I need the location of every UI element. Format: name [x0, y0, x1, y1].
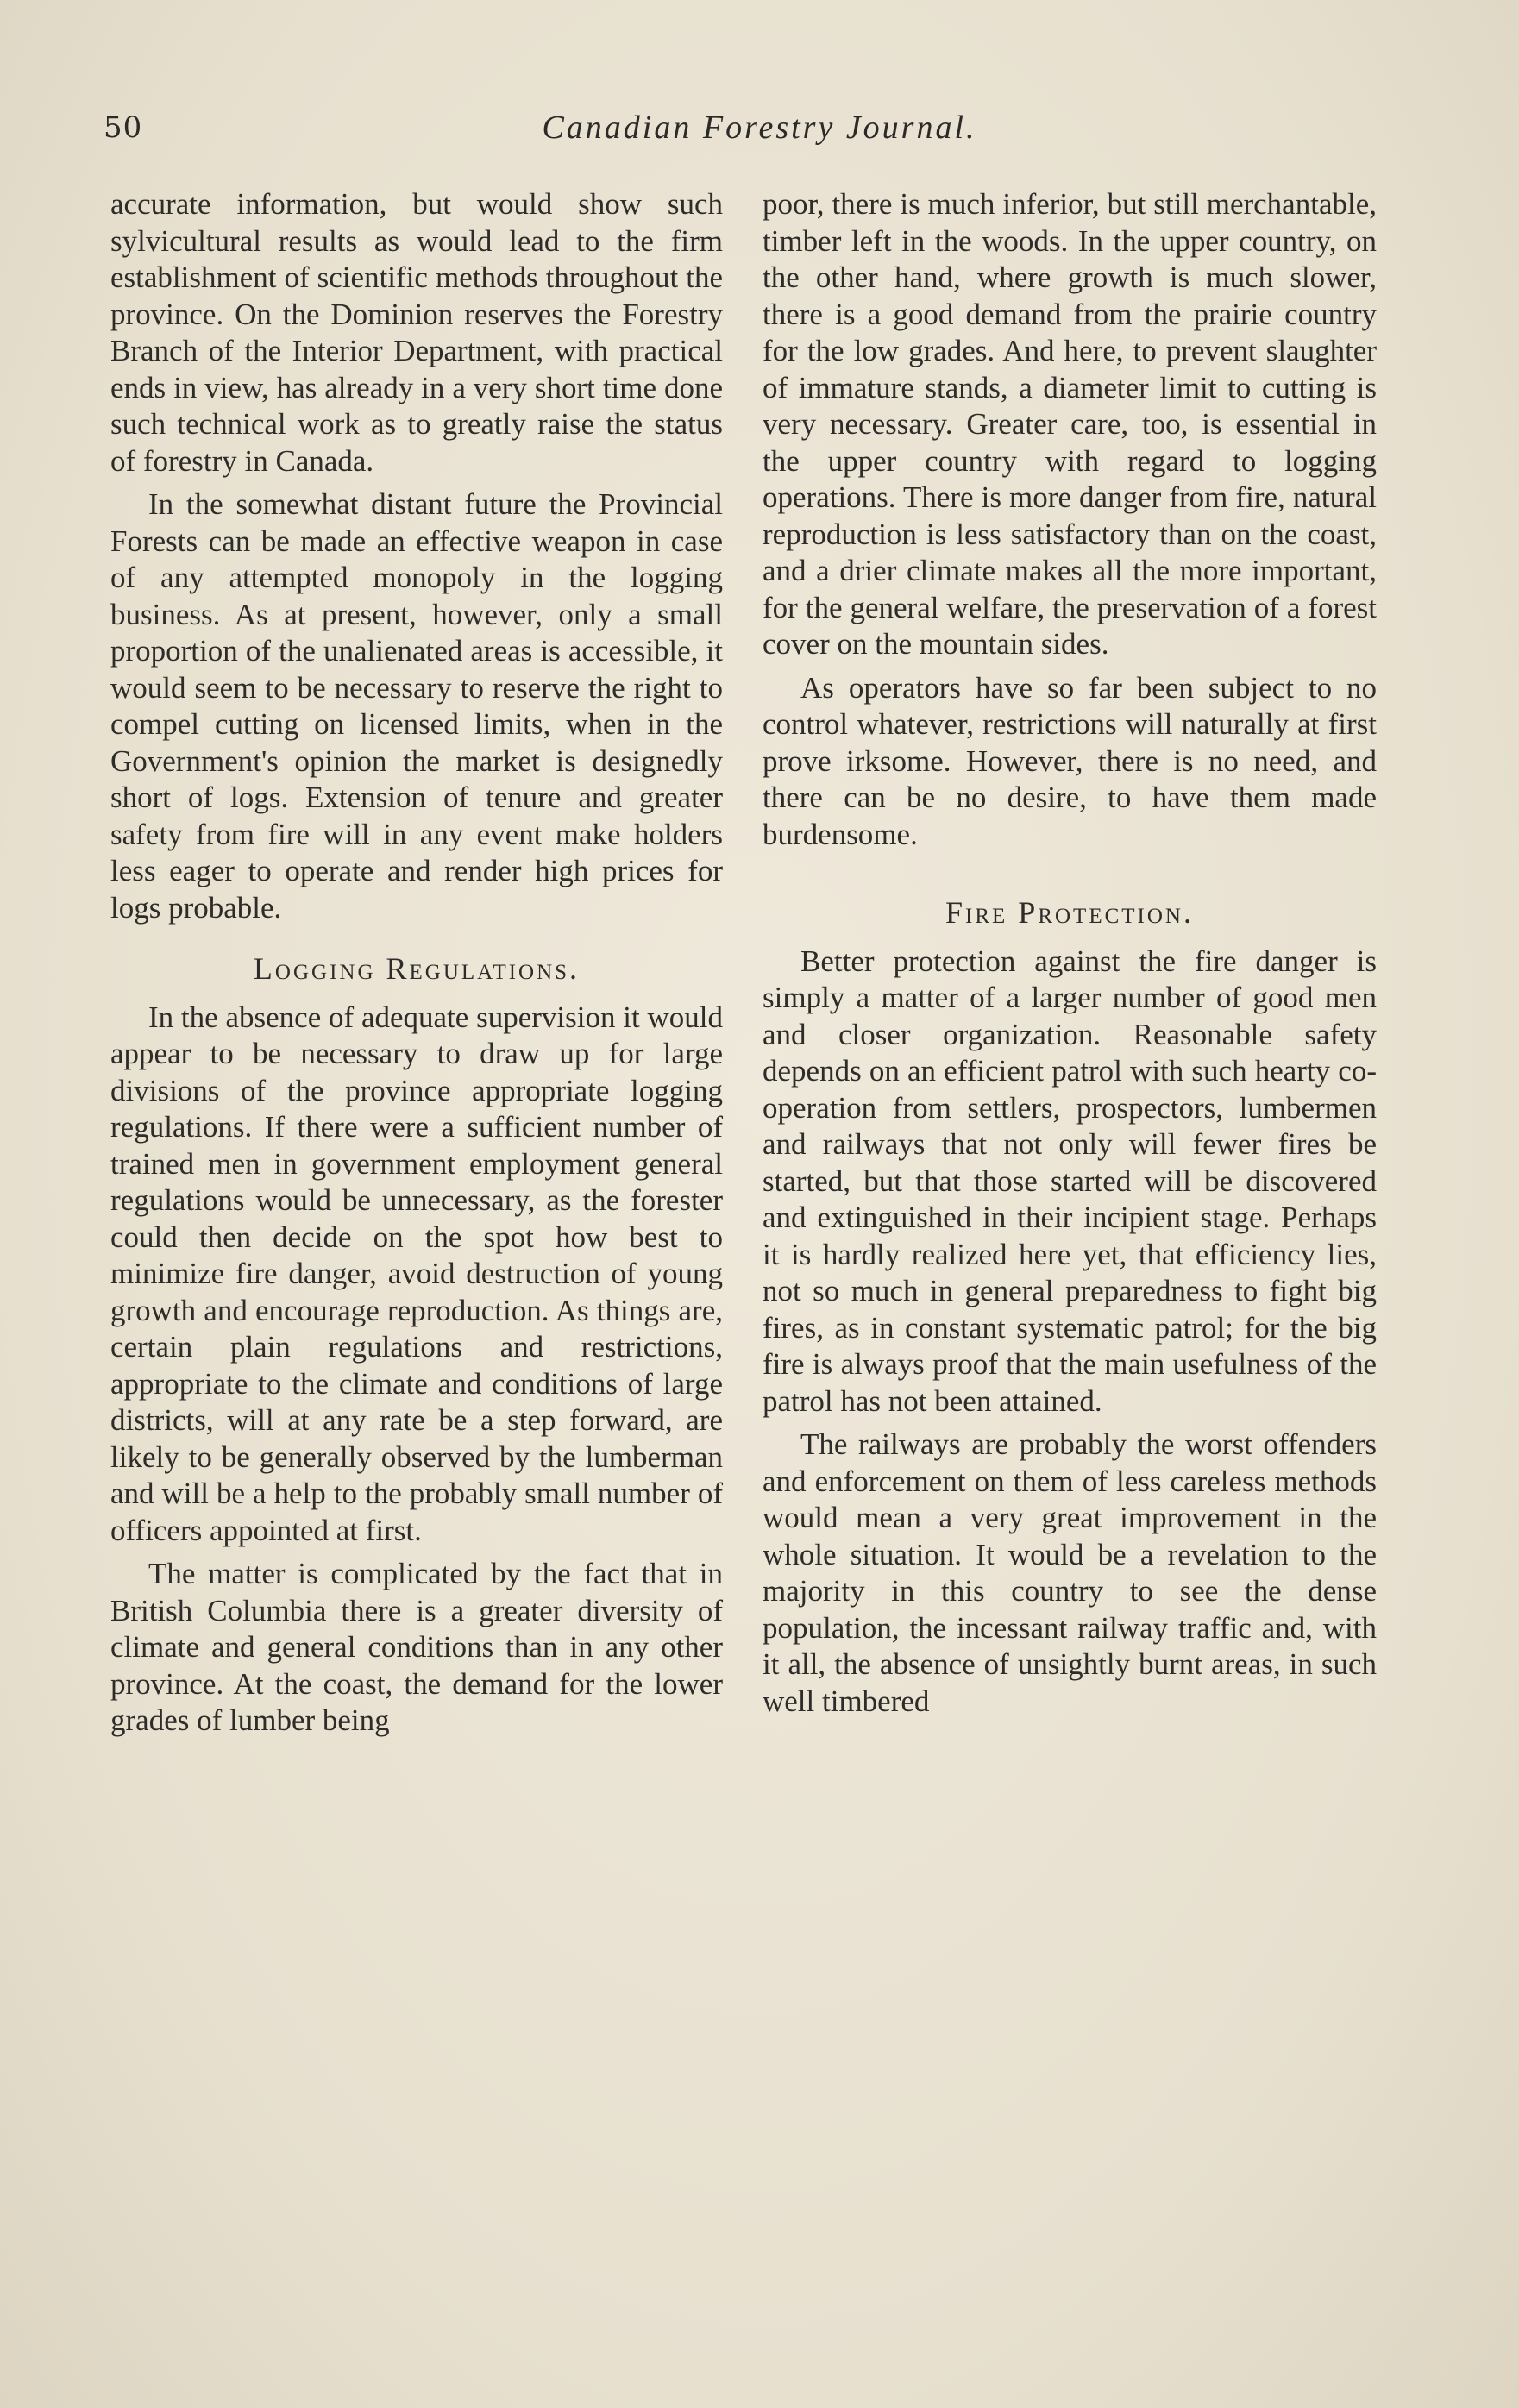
paragraph: Better protection against the fire danger is simply a matter of a larger number of good men and closer organization. Reasonable safety depends on an efficient patrol with such hearty co-operation from settlers, prospectors, lumbermen and railways that not only will fewer fires be started, but that those started will be discovered and extinguished in their incipient stage. Perhaps it is hardly realized here yet, that efficiency lies, not so much in general preparedness to fight big fires, as in constant systematic patrol; for the big fire is always proof that the main usefulness of the patrol has not been attained. — [763, 944, 1377, 1418]
section-heading-logging-regulations: Logging Regulations. — [253, 951, 581, 986]
page-number: 50 — [104, 110, 143, 145]
page-header — [104, 103, 1415, 155]
paragraph: In the absence of adequate supervision it would appear to be necessary to draw up for large divisions of the province appropriate logging regulations. If there were a sufficient number of trained men in government employment general regulations would be unnecessary, as the forester could then decide on the spot how best to minimize fire danger, avoid destruction of young growth and encourage reproduction. As things are, certain plain regulations and restrictions, appropriate to the climate and conditions of large districts, will at any rate be a step forward, are likely to be generally observed by the lumberman and will be a help to the probably small number of officers appointed at first. — [110, 1000, 723, 1547]
journal-title: Canadian Forestry Journal. — [542, 110, 977, 146]
left-column — [110, 186, 723, 1746]
paragraph: The matter is complicated by the fact that in British Columbia there is a greater diversity of climate and general conditions than in any other province. At the coast, the demand for the lower grades of lumber being — [110, 1557, 723, 1737]
paragraph: The railways are probably the worst offenders and enforcement on them of less careless methods would mean a very great improvement in the whole situation. It would be a revelation to the majority in this country to see the dense population, the incessant railway traffic and, with it all, the absence of unsightly burnt areas, in such well timbered — [763, 1427, 1377, 1718]
paragraph: As operators have so far been subject to no control whatever, restrictions will naturally at first prove irksome. However, there is no need, and there can be no desire, to have them made burdensome. — [763, 670, 1377, 851]
section-heading-fire-protection: Fire Protection. — [945, 895, 1194, 930]
paragraph: accurate information, but would show such sylvicultural results as would lead to the firm establishment of scientific methods throughout the province. On the Dominion reserves the Forestry Branch of the Interior Department, with practical ends in view, has already in a very short time done such technical work as to greatly raise the status of forestry in Canada. — [110, 187, 723, 478]
right-column — [763, 186, 1377, 1727]
paragraph: poor, there is much inferior, but still merchantable, timber left in the woods. In the upper country, on the other hand, where growth is much slower, there is a good demand from the prairie country for the low grades. And here, to prevent slaughter of immature stands, a diameter limit to cutting is very necessary. Greater care, too, is essential in the upper country with regard to logging operations. There is more danger from fire, natural reproduction is less satisfactory than on the coast, and a drier climate makes all the more important, for the general welfare, the preservation of a forest cover on the mountain sides. — [763, 187, 1377, 661]
paragraph: In the somewhat distant future the Provincial Forests can be made an effective weapon in case of any attempted monopoly in the logging business. As at present, however, only a small proportion of the unalienated areas is accessible, it would seem to be necessary to reserve the right to compel cutting on licensed limits, when in the Government's opinion the market is designedly short of logs. Extension of tenure and greater safety from fire will in any event make holders less eager to operate and render high prices for logs probable. — [110, 487, 723, 925]
